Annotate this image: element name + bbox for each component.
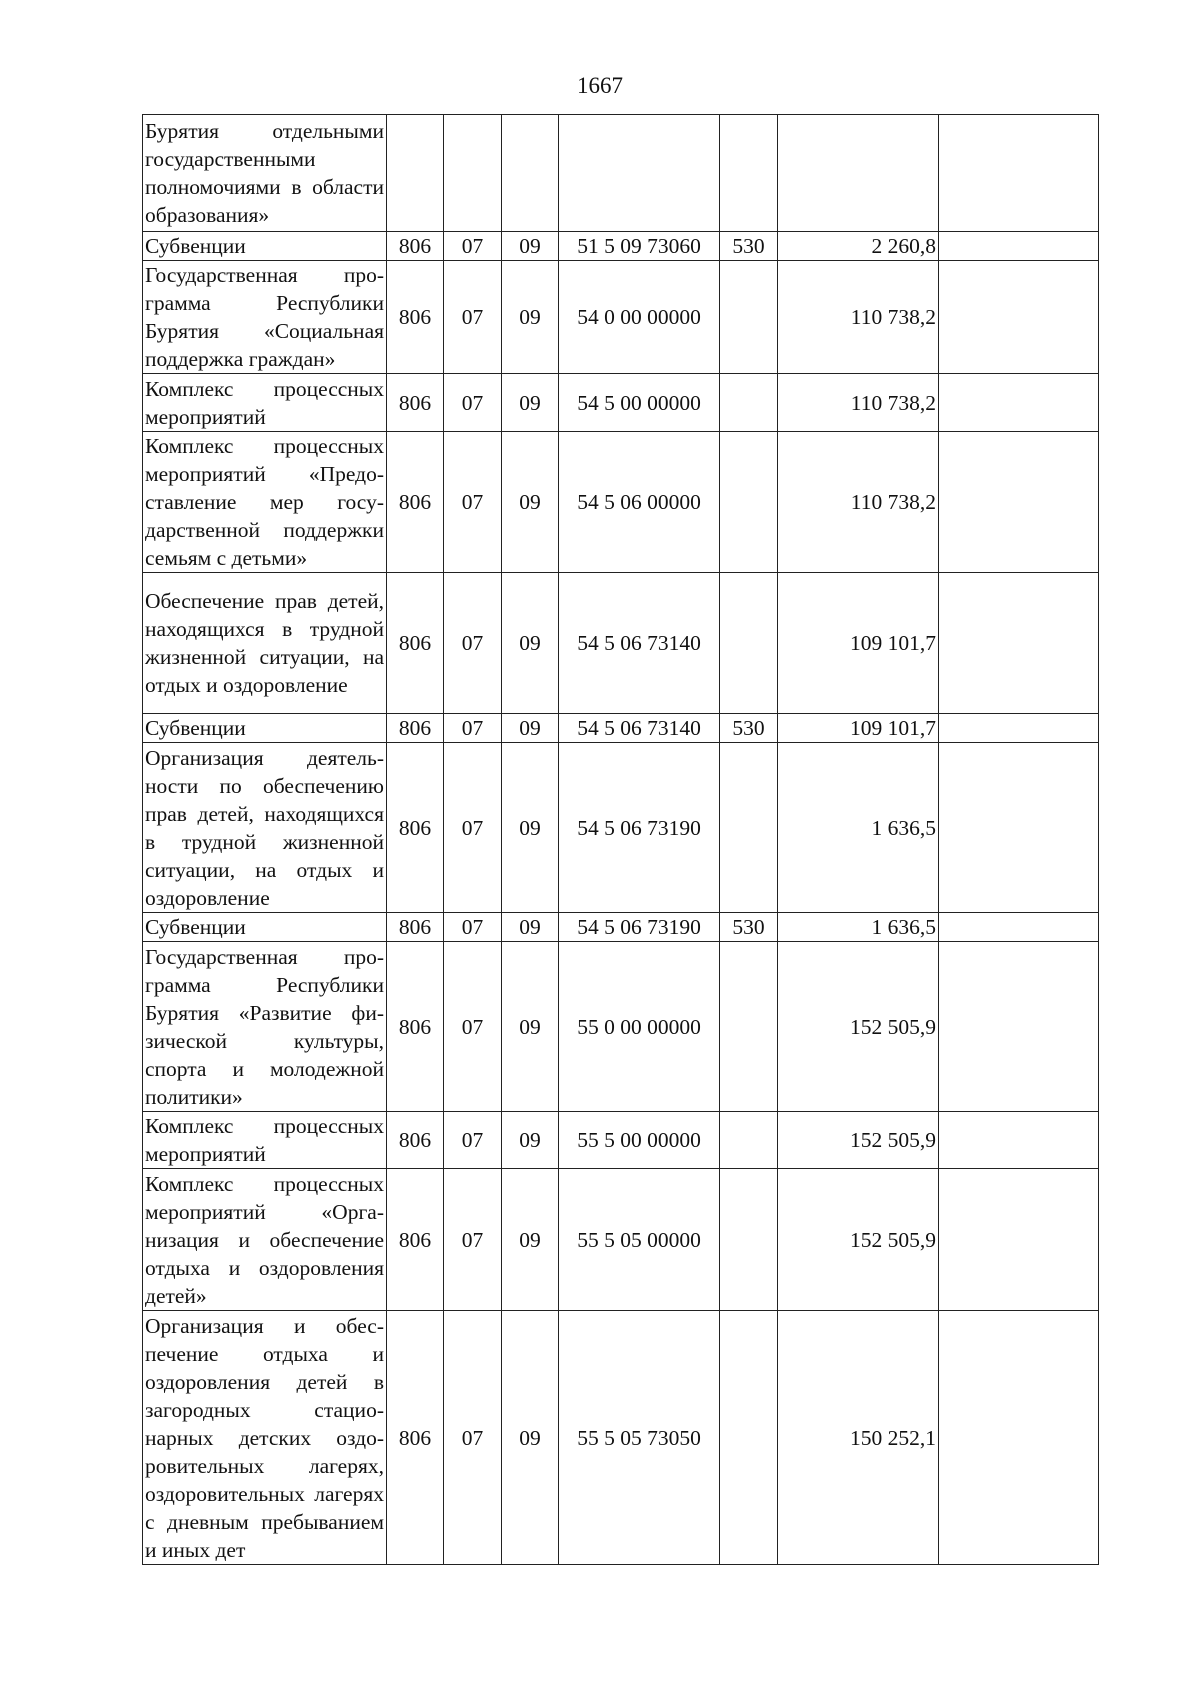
table-row [143, 232, 1099, 261]
row-extra [939, 261, 1099, 374]
row-target-article: 54 5 06 73190 [559, 743, 720, 913]
row-name: Субвенции [143, 232, 387, 261]
row-section-code: 07 [444, 913, 502, 942]
row-chief-admin-code: 806 [387, 1311, 444, 1565]
row-expense-type: 530 [720, 232, 778, 261]
table-row [143, 1169, 1099, 1311]
table-row [143, 1311, 1099, 1565]
row-section-code: 07 [444, 1169, 502, 1311]
row-extra [939, 1311, 1099, 1565]
row-section-code: 07 [444, 573, 502, 714]
row-name: Комплекс процессных мероприятий «Предоставление мер государственной поддержки семьям с детьми» [143, 432, 387, 573]
row-chief-admin-code: 806 [387, 374, 444, 432]
row-expense-type: 530 [720, 714, 778, 743]
row-extra [939, 432, 1099, 573]
row-name: Организация и обеспечение отдыха и оздоровления детей в загородных стационарных детских оздоровительных лагерях, оздоровительных лагерях с дневным пребыванием и иных дет [143, 1311, 387, 1565]
row-extra [939, 232, 1099, 261]
row-target-article: 55 5 05 00000 [559, 1169, 720, 1311]
budget-table [142, 114, 1099, 1565]
row-expense-type [720, 432, 778, 573]
row-extra [939, 714, 1099, 743]
row-amount: 152 505,9 [778, 1112, 939, 1169]
row-amount: 2 260,8 [778, 232, 939, 261]
row-amount: 1 636,5 [778, 913, 939, 942]
table-row [143, 913, 1099, 942]
row-chief-admin-code: 806 [387, 261, 444, 374]
row-subsection-code: 09 [502, 1311, 559, 1565]
row-extra [939, 1112, 1099, 1169]
row-chief-admin-code: 806 [387, 432, 444, 573]
row-target-article: 54 5 00 00000 [559, 374, 720, 432]
row-extra [939, 573, 1099, 714]
row-amount: 109 101,7 [778, 714, 939, 743]
row-expense-type [720, 743, 778, 913]
row-subsection-code: 09 [502, 232, 559, 261]
row-section-code: 07 [444, 743, 502, 913]
row-subsection-code: 09 [502, 743, 559, 913]
row-subsection-code: 09 [502, 1112, 559, 1169]
row-section-code [444, 115, 502, 232]
table-row [143, 261, 1099, 374]
row-chief-admin-code: 806 [387, 743, 444, 913]
row-expense-type: 530 [720, 913, 778, 942]
row-subsection-code: 09 [502, 1169, 559, 1311]
row-chief-admin-code: 806 [387, 942, 444, 1112]
row-target-article [559, 115, 720, 232]
row-amount: 109 101,7 [778, 573, 939, 714]
row-target-article: 54 5 06 73140 [559, 714, 720, 743]
row-section-code: 07 [444, 232, 502, 261]
row-chief-admin-code: 806 [387, 232, 444, 261]
row-target-article: 54 5 06 00000 [559, 432, 720, 573]
row-name: Комплекс процессных мероприятий [143, 374, 387, 432]
row-name: Организация деятельности по обеспечению прав детей, находящихся в трудной жизненной ситуации, на отдых и оздоровление [143, 743, 387, 913]
row-name: Комплекс процессных мероприятий [143, 1112, 387, 1169]
row-expense-type [720, 261, 778, 374]
row-target-article: 54 5 06 73140 [559, 573, 720, 714]
row-name: Государственная программа Республики Бурятия «Развитие физической культуры, спорта и молодежной политики» [143, 942, 387, 1112]
row-expense-type [720, 115, 778, 232]
row-section-code: 07 [444, 942, 502, 1112]
row-name: Государственная программа Республики Бурятия «Социальная поддержка граждан» [143, 261, 387, 374]
row-chief-admin-code: 806 [387, 573, 444, 714]
row-name: Бурятия отдельными государственными полномочиями в области образования» [143, 115, 387, 232]
row-expense-type [720, 573, 778, 714]
row-subsection-code: 09 [502, 261, 559, 374]
row-extra [939, 942, 1099, 1112]
row-target-article: 55 0 00 00000 [559, 942, 720, 1112]
row-target-article: 54 5 06 73190 [559, 913, 720, 942]
row-extra [939, 743, 1099, 913]
row-amount [778, 115, 939, 232]
row-subsection-code: 09 [502, 714, 559, 743]
row-section-code: 07 [444, 432, 502, 573]
row-target-article: 55 5 05 73050 [559, 1311, 720, 1565]
row-name: Комплекс процессных мероприятий «Организация и обеспечение отдыха и оздоровления детей» [143, 1169, 387, 1311]
table-row [143, 743, 1099, 913]
row-amount: 152 505,9 [778, 942, 939, 1112]
row-chief-admin-code [387, 115, 444, 232]
row-section-code: 07 [444, 714, 502, 743]
row-subsection-code: 09 [502, 573, 559, 714]
table-row [143, 573, 1099, 714]
row-extra [939, 913, 1099, 942]
row-extra [939, 374, 1099, 432]
row-expense-type [720, 1311, 778, 1565]
table-row [143, 942, 1099, 1112]
page-number: 1667 [577, 73, 623, 98]
row-name: Субвенции [143, 714, 387, 743]
table-row [143, 714, 1099, 743]
row-amount: 1 636,5 [778, 743, 939, 913]
row-amount: 150 252,1 [778, 1311, 939, 1565]
row-expense-type [720, 374, 778, 432]
row-target-article: 51 5 09 73060 [559, 232, 720, 261]
row-section-code: 07 [444, 374, 502, 432]
row-subsection-code: 09 [502, 374, 559, 432]
row-name: Обеспечение прав детей, находящихся в трудной жизненной ситуации, на отдых и оздоровление [143, 573, 387, 714]
row-subsection-code: 09 [502, 432, 559, 573]
row-expense-type [720, 1169, 778, 1311]
row-expense-type [720, 1112, 778, 1169]
row-amount: 110 738,2 [778, 261, 939, 374]
row-chief-admin-code: 806 [387, 913, 444, 942]
row-subsection-code: 09 [502, 913, 559, 942]
row-subsection-code [502, 115, 559, 232]
row-target-article: 55 5 00 00000 [559, 1112, 720, 1169]
table-row [143, 374, 1099, 432]
row-name: Субвенции [143, 913, 387, 942]
table-row [143, 432, 1099, 573]
row-chief-admin-code: 806 [387, 714, 444, 743]
row-chief-admin-code: 806 [387, 1169, 444, 1311]
row-amount: 152 505,9 [778, 1169, 939, 1311]
table-row [143, 115, 1099, 232]
row-chief-admin-code: 806 [387, 1112, 444, 1169]
row-section-code: 07 [444, 261, 502, 374]
row-target-article: 54 0 00 00000 [559, 261, 720, 374]
table-body [143, 115, 1099, 1565]
row-amount: 110 738,2 [778, 432, 939, 573]
row-expense-type [720, 942, 778, 1112]
row-section-code: 07 [444, 1112, 502, 1169]
row-amount: 110 738,2 [778, 374, 939, 432]
row-extra [939, 115, 1099, 232]
row-extra [939, 1169, 1099, 1311]
table-row [143, 1112, 1099, 1169]
row-subsection-code: 09 [502, 942, 559, 1112]
row-section-code: 07 [444, 1311, 502, 1565]
